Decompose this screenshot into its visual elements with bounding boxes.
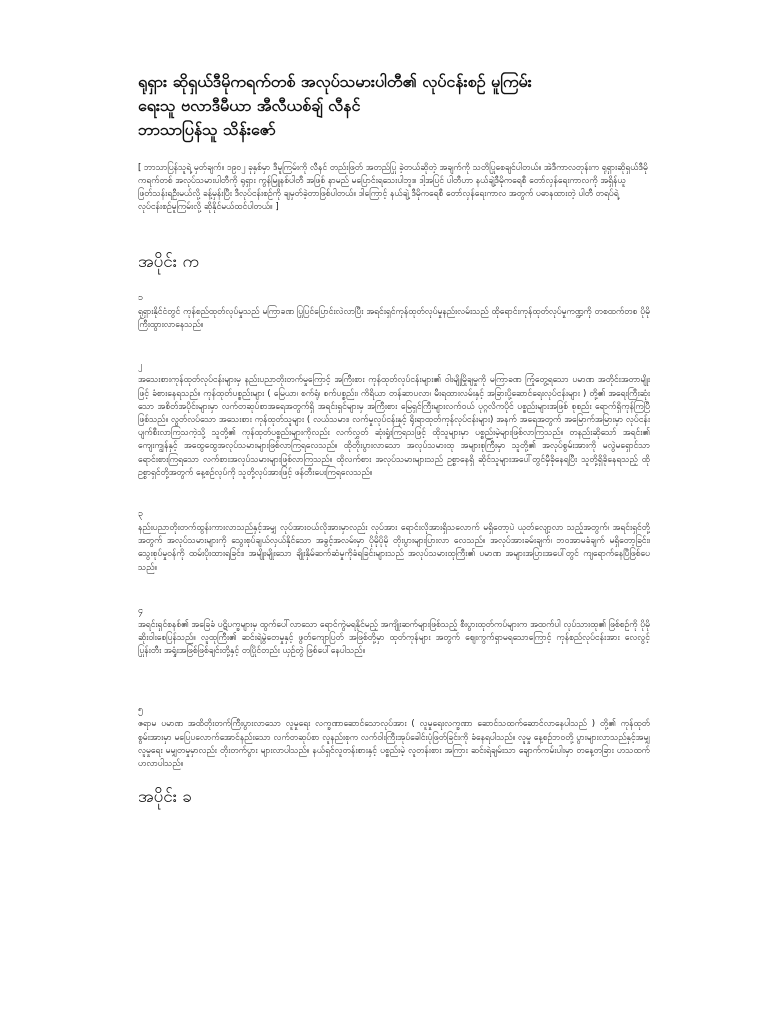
paragraph-number: ၅ bbox=[138, 705, 144, 716]
paragraph-block bbox=[138, 360, 650, 480]
paragraph-text: အရင်းရှင်စနစ်၏ အခြေခံ ပဋိပက္ခများမှ ထွက်ပေါ်လာသော ရောင်ကွဲမရနိုင်မည့် အကျိုးဆက်များဖြစ်သည့် စီးပွားထုတ်ကပ်များက အထက်ပါ လုပ်သားထု၏ ဖြစ်စဉ်ကို ပိုမို ဆိုးဝါးစေပြန်သည်။ လူထုကြီး၏ ဆင်းရဲမွဲတေမှုနှင့် ဖွတ်ကျောပြတ် အဖြစ်တို့မှာ ထုတ်ကုန်များ အတွက် ဈေးကွက်ရှာမရသောကြောင့် ကုန်စည်လုပ်ငန်းအား လေလွင့်ပြုန်းတီး အရှုံးအဖြစ်ဖြစ်ချင်းတို့နှင့် တပြိုင်တည်း ယှဉ်တွဲ ဖြစ်ပေါ်နေပါသည်။ bbox=[138, 619, 650, 657]
paragraph-number: ၁ bbox=[138, 293, 144, 303]
paragraph-text: နည်းပညာတိုးတက်ထွန်းကားလာသည်နှင့်အမျှ လုပ်အားဝယ်လိုအားမှာလည်း လုပ်အား ရောင်းလိုအားရှိသလောက် မရှိတော့ပဲ ယုတ်လျော့လာ သည့်အတွက်၊ အရင်းရှင်တို့အတွက် အလုပ်သမားများကို သွေးစုပ်ချယ်လှယ်နိုင်သော အခွင့်အလမ်းမှာ ပိုမိုပိုမို တိုးပွားများပြားလာ လေသည်။ အလုပ်အားခမ်းချက်၊ ဘဝအာမခံချက် မရှိတော့ခြင်း၊ သွေးစုပ်မှုဝန်ကို ထမ်းပိုးထားရခြင်း၊ အမျိုးမျိုးသော ချိုးနှိမ်ဆက်ဆံမှုကိုခံရခြင်းများသည် အလုပ်သမားထုကြီး၏ ပမာဏ အများအပြားအပေါ်တွင် ကျရောက်နေပြီဖြစ်ပေသည်။ bbox=[138, 523, 650, 573]
author-line: ရေးသူ ဗလာဒီမီယာ အီလီယစ်ချ် လီနင် bbox=[138, 96, 361, 115]
translator-note: [ ဘာသာပြန်သူရဲ့ မှတ်ချက်။ ၁၉၀၂ ခုနှစ်မှာ ဒီမူကြမ်းကို လီနင် တည်းဖြတ် အတည်ပြု ခဲ့တယ်ဆိုတဲ့ အချက်ကို သတိပြုစေချင်ပါတယ်။ အဲဒီကာလတုန်းက ရုရှားဆိုရှယ်ဒီမိုကရက်တစ် အလုပ်သမားပါတီကို ရုရှား ကွန်မြူနစ်ပါတီ အဖြစ် နာမည် မပြောင်းရသေးပါဘူး။ ဒါ့အပြင် ပါတီဟာ နယ်ချဲ့ဒီမိုကရေစီ တော်လှန်ရေးကာလကို အရှိန်ယူဖြတ်သန်းရဦးမယ်လို့ ခန့်မှန်းပြီး ဒီလုပ်ငန်းစဉ်ကို ချမှတ်ခဲ့တာဖြစ်ပါတယ်။ ဒါကြောင့် နယ်ချဲ့ ဒီမိုကရေစီ တော်လှန်ရေးကာလ အတွက် ပဓာနထားတဲ့ ပါတီ တရပ်ရဲ့ လုပ်ငန်းစဉ်မူကြမ်းလို့ ဆိုနိုင်မယ်ထင်ပါတယ်။ ] bbox=[138, 163, 648, 212]
paragraph-number: ၄ bbox=[138, 605, 144, 616]
document-page bbox=[138, 70, 650, 827]
translator-line: ဘာသာပြန်သူ သိန်းဇော် bbox=[138, 120, 276, 139]
title-line-1: ရုရှား ဆိုရှယ်ဒီမိုကရက်တစ် အလုပ်သမားပါတီ၏ လုပ်ငန်းစဉ် မူကြမ်း bbox=[138, 72, 532, 91]
paragraph-block bbox=[138, 292, 650, 332]
paragraph-block bbox=[138, 704, 650, 771]
document-title bbox=[138, 70, 650, 142]
paragraph-text: ရုရှားနိုင်ငံတွင် ကုန်စည်ထုတ်လုပ်မှုသည် မကြာခဏ ပြုပြင်ပြောင်းလဲလာပြီး အရင်းရှင်ကုန်ထုတ်လုပ်မှုနည်းလမ်းသည် ထိုရောင်းကုန်ထုတ်လုပ်မှုကဏ္ဍကို တစထက်တစ ပိုမိုကြီးထွားလာနေသည်။ bbox=[138, 307, 650, 331]
section-heading-a: အပိုင်း က bbox=[138, 252, 200, 272]
paragraph-block bbox=[138, 605, 650, 659]
paragraph-text: ဇရာမ ပမာဏ အထိတိုးတက်ကြီးပွားလာသော လူမှုရေး လက္ခဏာဆောင်သောလုပ်အား ( လူမှုရေးလက္ခဏာ ဆောင်သထက်ဆောင်လာနေပါသည် ) တို့၏ ကုန်ထုတ်စွမ်းအားမှာ မပြေပလောက်အောင်နည်းသော လက်တဆုပ်စာ လူနည်းစုက လက်ဝါးကြီးအုပ်ခေါင်းပုံဖြတ်ခြင်းကို ခံနေရပါသည်။ လူမှု နေ့စဉ်ဘဝတို့ ပွားများလာသည်နှင့်အမျှ လူမှုရေး မမျှတမှုမှာလည်း တိုးတက်ပွား များလာပါသည်။ နယ်ရှင်လူတန်းစားနှင့် ပစ္စည်းမဲ့ လူတန်းစား အကြား ဆင်းရဲချမ်းသာ ချောက်ကမ်းပါးမှာ တနေ့တခြား ဟသထက်ဟလာပါသည်။ bbox=[138, 719, 650, 770]
paragraph-text: အသေးစားကုန်ထုတ်လုပ်ငန်းများမှ နည်းပညာတိုးတက်မှုကြောင့် အကြီးစား ကုန်ထုတ်လုပ်ငန်းများ၏ ဝါးမျိုမြိုချမှုကို မကြာခဏ ကြုံတွေ့ရသော ပမာဏ အတိုင်းအတာမျိုးဖြင့် ခံစားနေရသည်။ ကုန်ထုတ်ပစ္စည်းများ ( မြေယာ၊ စက်ရုံ၊ စက်ပစ္စည်း၊ ကိရိယာ တန်ဆာပလာ၊ မီးရထားလမ်းနှင့် အခြားပို့ဆောင်ရေးလုပ်ငန်းများ ) တို့၏ အရေးကြီးဆုံးသော အစိတ်အပိုင်းများမှာ လက်တဆုပ်စာအရေအတွက်ရှိ အရင်းရှင်များမှ အကြီးစား မြေရှင်ကြီးများလက်ဝယ် ပုဂ္ဂလိကပိုင် ပစ္စည်းများအဖြစ် စုစည်း ရောက်ရှိကုန်ကြပြီဖြစ်သည်။ လွတ်လပ်သော အသေးစား ကုန်ထုတ်သူများ ( လယ်သမား၊ လက်မှုလုပ်ငန်းနှင့် ရိုးရာထုတ်ကုန်လုပ်ငန်းများ) အနက် အရေအတွက် အမြောက်အမြားမှာ လုပ်ငန်း ပျက်စီးလာကြသကဲ့သို့ သူတို့၏ ကုန်ထုတ်ပစ္စည်းများကိုလည်း လက်လွှတ် ဆုံးရှုံးကြရသဖြင့် ထိုသူများမှာ ပစ္စည်းမဲ့များဖြစ်လာကြသည်။ တနည်းဆိုသော် အရင်း၏ ကျေးကျွန်နှင့် အထွေထွေအလုပ်သမားများဖြစ်လာကြရလေသည်။ ထိုတိုးပွားလာသော အလုပ်သမားထု အများစုကြီးမှာ သူတို့၏ အလုပ်စွမ်းအားကို မလွဲမရှောင်သာ ရောင်းစားကြရသော လက်စားအလုပ်သမားများဖြစ်လာကြသည်။ ထိုလက်စား အလုပ်သမားများသည် ဥစ္စာနေရှိ ဆိုင်သူများအပေါ်တွင်မှီခိုနေရပြီး သူတို့ရှိခိုနေရသည့် ထိုဥစ္စာရှင်တို့အတွက် နေ့စဉ်လုပ်ကို သူတို့လုပ်အားဖြင့် ဖန်တီးပေးကြရလေသည်။ bbox=[138, 375, 650, 478]
paragraph-number: ၃ bbox=[138, 509, 144, 520]
section-heading-b: အပိုင်း ခ bbox=[138, 787, 193, 808]
paragraph-number: ၂ bbox=[138, 361, 143, 372]
paragraph-block bbox=[138, 508, 650, 575]
